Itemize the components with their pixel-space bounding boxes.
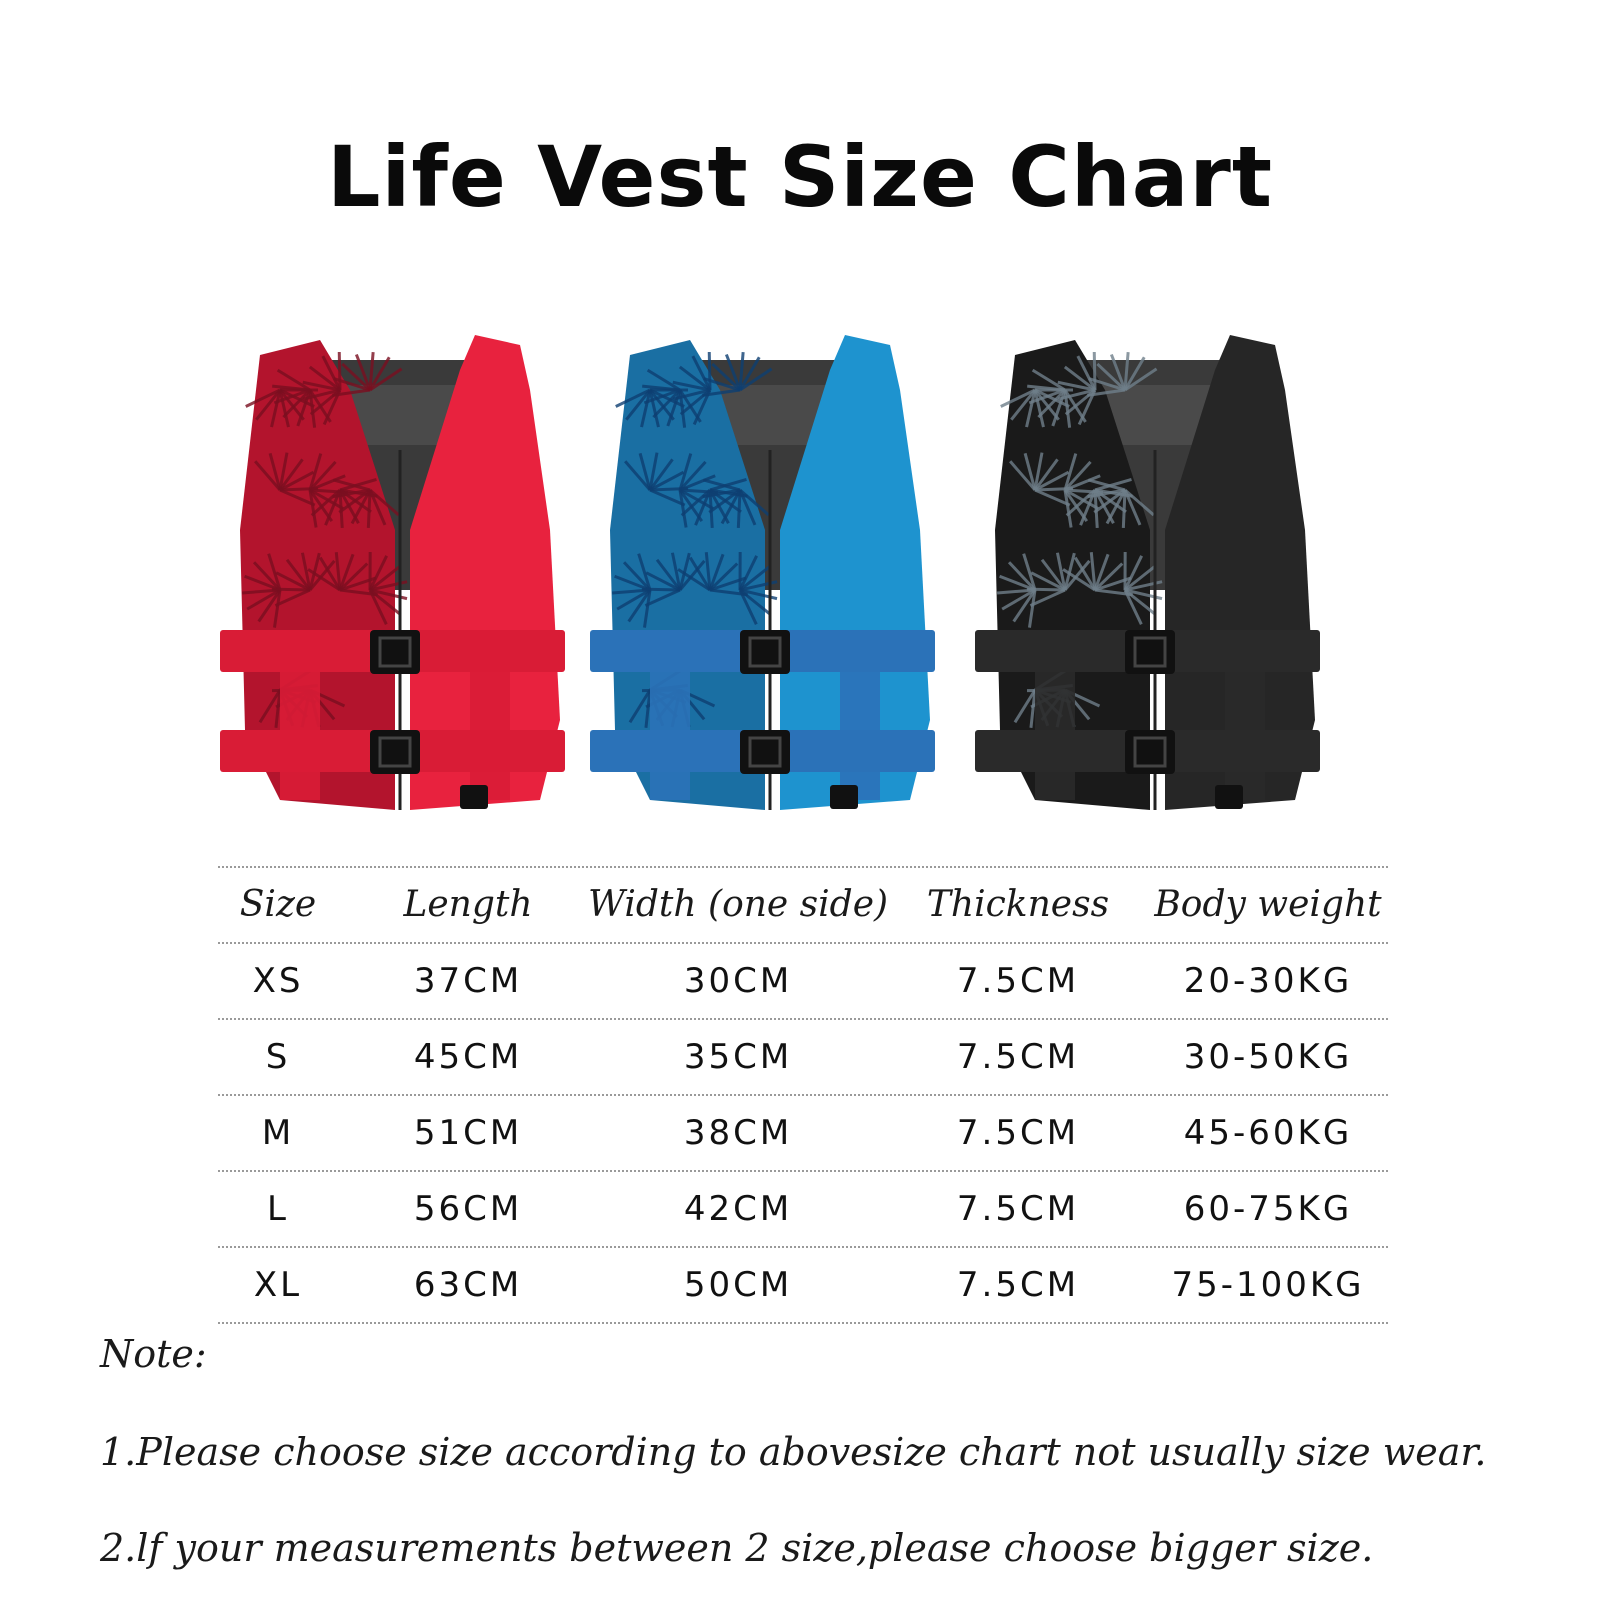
header-size: Size	[239, 884, 317, 925]
table-row	[218, 942, 1388, 1018]
vest-pattern-stroke	[1027, 589, 1065, 590]
cell-size: S	[265, 1037, 291, 1077]
header-thickness: Thickness	[926, 884, 1110, 925]
cell-size: XL	[253, 1265, 303, 1305]
black-vest-image	[975, 330, 1355, 850]
vest-strap-vertical-left	[280, 630, 320, 800]
black-vest-drawing	[975, 330, 1355, 850]
blue-vest-drawing	[590, 330, 970, 850]
cell-length: 56CM	[413, 1189, 523, 1229]
cell-thickness: 7.5CM	[956, 1113, 1080, 1153]
vest-strap-vertical-left	[650, 630, 690, 800]
header-length: Length	[403, 884, 533, 925]
vest-pattern-stroke	[642, 589, 680, 590]
vest-pattern-stroke	[1094, 352, 1095, 390]
cell-size: M	[261, 1113, 295, 1153]
note-item: 1.Please choose size according to abovesize chart not usually size wear.	[100, 1430, 1487, 1474]
note-heading: Note:	[100, 1332, 207, 1376]
cell-thickness: 7.5CM	[956, 1189, 1080, 1229]
vest-strap-vertical-left	[1035, 630, 1075, 800]
cell-length: 51CM	[413, 1113, 523, 1153]
blue-vest-image	[590, 330, 970, 850]
vest-pattern-stroke	[272, 589, 310, 590]
cell-width: 42CM	[683, 1189, 793, 1229]
note-item: 2.lf your measurements between 2 size,please choose bigger size.	[100, 1526, 1374, 1570]
cell-size: L	[267, 1189, 289, 1229]
red-vest-image	[220, 330, 600, 850]
table-row	[218, 1094, 1388, 1170]
vest-strap-vertical-right	[840, 630, 880, 800]
cell-body-weight: 30-50KG	[1183, 1037, 1353, 1077]
vest-strap-vertical-right	[1225, 630, 1265, 800]
cell-thickness: 7.5CM	[956, 961, 1080, 1001]
header-width: Width (one side)	[588, 884, 889, 925]
vest-images	[0, 330, 1600, 850]
cell-width: 30CM	[683, 961, 793, 1001]
cell-length: 63CM	[413, 1265, 523, 1305]
vest-small-buckle	[460, 785, 488, 809]
cell-length: 37CM	[413, 961, 523, 1001]
cell-body-weight: 75-100KG	[1171, 1265, 1365, 1305]
vest-pattern-stroke	[339, 352, 340, 390]
cell-body-weight: 45-60KG	[1183, 1113, 1353, 1153]
size-table	[218, 866, 1388, 1324]
page-title: Life Vest Size Chart	[327, 128, 1273, 226]
cell-width: 50CM	[683, 1265, 793, 1305]
vest-small-buckle	[1215, 785, 1243, 809]
table-row	[218, 1170, 1388, 1246]
cell-body-weight: 60-75KG	[1183, 1189, 1353, 1229]
cell-size: XS	[252, 961, 304, 1001]
vest-pattern-stroke	[709, 352, 710, 390]
table-row	[218, 1018, 1388, 1094]
vest-strap-vertical-right	[470, 630, 510, 800]
red-vest-drawing	[220, 330, 600, 850]
cell-length: 45CM	[413, 1037, 523, 1077]
vest-small-buckle	[830, 785, 858, 809]
cell-body-weight: 20-30KG	[1183, 961, 1353, 1001]
cell-width: 35CM	[683, 1037, 793, 1077]
cell-thickness: 7.5CM	[956, 1265, 1080, 1305]
cell-thickness: 7.5CM	[956, 1037, 1080, 1077]
cell-width: 38CM	[683, 1113, 793, 1153]
table-header-row	[218, 866, 1388, 942]
header-body-weight: Body weight	[1154, 884, 1382, 925]
table-row	[218, 1246, 1388, 1324]
